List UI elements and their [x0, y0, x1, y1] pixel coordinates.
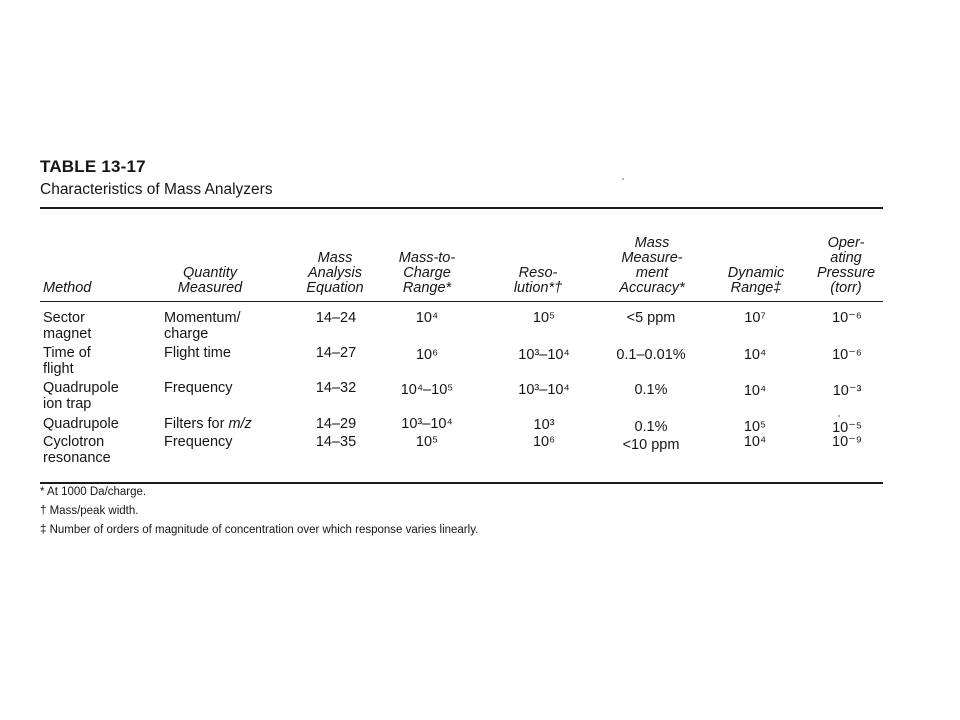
- cell-method: Sector magnet: [43, 310, 92, 342]
- table-header-rule: [40, 301, 883, 302]
- cell-accuracy: <10 ppm: [622, 437, 680, 453]
- cell-quantity: Frequency: [164, 380, 233, 396]
- column-header-resolution: Reso- lution*†: [513, 265, 563, 296]
- table-row: [0, 310, 960, 344]
- cell-mass-to-charge-range: 10³–10⁴: [401, 416, 453, 432]
- cell-method: Quadrupole ion trap: [43, 380, 119, 412]
- cell-method: Quadrupole: [43, 416, 119, 432]
- footnote-resolution: † Mass/peak width.: [40, 505, 139, 517]
- column-header-method: Method: [43, 280, 92, 296]
- cell-equation: 14–29: [315, 416, 357, 432]
- cell-method: Time of flight: [43, 345, 91, 377]
- cell-operating-pressure: 10⁻³: [832, 383, 862, 399]
- table-number: TABLE 13-17: [40, 157, 146, 176]
- cell-accuracy: 0.1–0.01%: [616, 347, 686, 363]
- cell-mass-to-charge-range: 10⁴: [415, 310, 439, 326]
- table-row: [0, 434, 960, 468]
- cell-accuracy: <5 ppm: [626, 310, 676, 326]
- column-header-mass-to-charge-range: Mass-to- Charge Range*: [398, 250, 456, 296]
- column-header-quantity-measured: Quantity Measured: [177, 265, 243, 296]
- cell-quantity: Flight time: [164, 345, 231, 361]
- column-header-dynamic-range: Dynamic Range‡: [727, 265, 785, 296]
- cell-dynamic-range: 10⁴: [743, 434, 767, 450]
- cell-operating-pressure: 10⁻⁶: [832, 347, 862, 363]
- cell-equation: 14–24: [315, 310, 357, 326]
- cell-resolution: 10⁵: [532, 310, 556, 326]
- table-caption: Characteristics of Mass Analyzers: [40, 181, 273, 198]
- table-row: [0, 416, 960, 434]
- cell-mass-to-charge-range: 10⁶: [415, 347, 439, 363]
- cell-dynamic-range: 10⁵: [743, 419, 767, 435]
- table-row: [0, 380, 960, 414]
- cell-mass-to-charge-range: 10⁴–10⁵: [400, 382, 454, 398]
- cell-quantity: Frequency: [164, 434, 233, 450]
- cell-accuracy: 0.1%: [634, 419, 668, 435]
- column-header-operating-pressure: Oper- ating Pressure (torr): [816, 235, 876, 296]
- cell-mass-to-charge-range: 10⁵: [415, 434, 439, 450]
- cell-equation: 14–27: [315, 345, 357, 361]
- cell-dynamic-range: 10⁴: [743, 347, 767, 363]
- cell-accuracy: 0.1%: [634, 382, 668, 398]
- cell-quantity: Momentum/ charge: [164, 310, 241, 342]
- cell-dynamic-range: 10⁷: [744, 310, 766, 326]
- mz-italic: m/z: [228, 416, 252, 432]
- scan-speck: [838, 415, 840, 417]
- cell-method: Cyclotron resonance: [43, 434, 111, 466]
- cell-resolution: 10³–10⁴: [518, 347, 570, 363]
- column-header-mass-analysis-equation: Mass Analysis Equation: [306, 250, 364, 296]
- footnote-charge: * At 1000 Da/charge.: [40, 486, 147, 498]
- cell-operating-pressure: 10⁻⁹: [832, 434, 862, 450]
- cell-dynamic-range: 10⁴: [743, 383, 767, 399]
- cell-equation: 14–32: [315, 380, 357, 396]
- scan-speck: [622, 178, 624, 180]
- cell-quantity: Filters for m/z: [164, 416, 252, 432]
- cell-operating-pressure: 10⁻⁶: [832, 310, 862, 326]
- table-top-rule: [40, 207, 883, 209]
- cell-equation: 14–35: [315, 434, 357, 450]
- cell-resolution: 10³–10⁴: [518, 382, 570, 398]
- table-bottom-rule: [40, 482, 883, 484]
- table-row: [0, 345, 960, 379]
- column-header-mass-measurement-accuracy: Mass Measure- ment Accuracy*: [619, 235, 685, 296]
- cell-operating-pressure: 10⁻⁵: [832, 420, 862, 436]
- cell-resolution: 10⁶: [532, 434, 556, 450]
- cell-resolution: 10³: [533, 417, 555, 433]
- footnote-dynamic-range: ‡ Number of orders of magnitude of concentration over which response varies linearly.: [40, 524, 479, 536]
